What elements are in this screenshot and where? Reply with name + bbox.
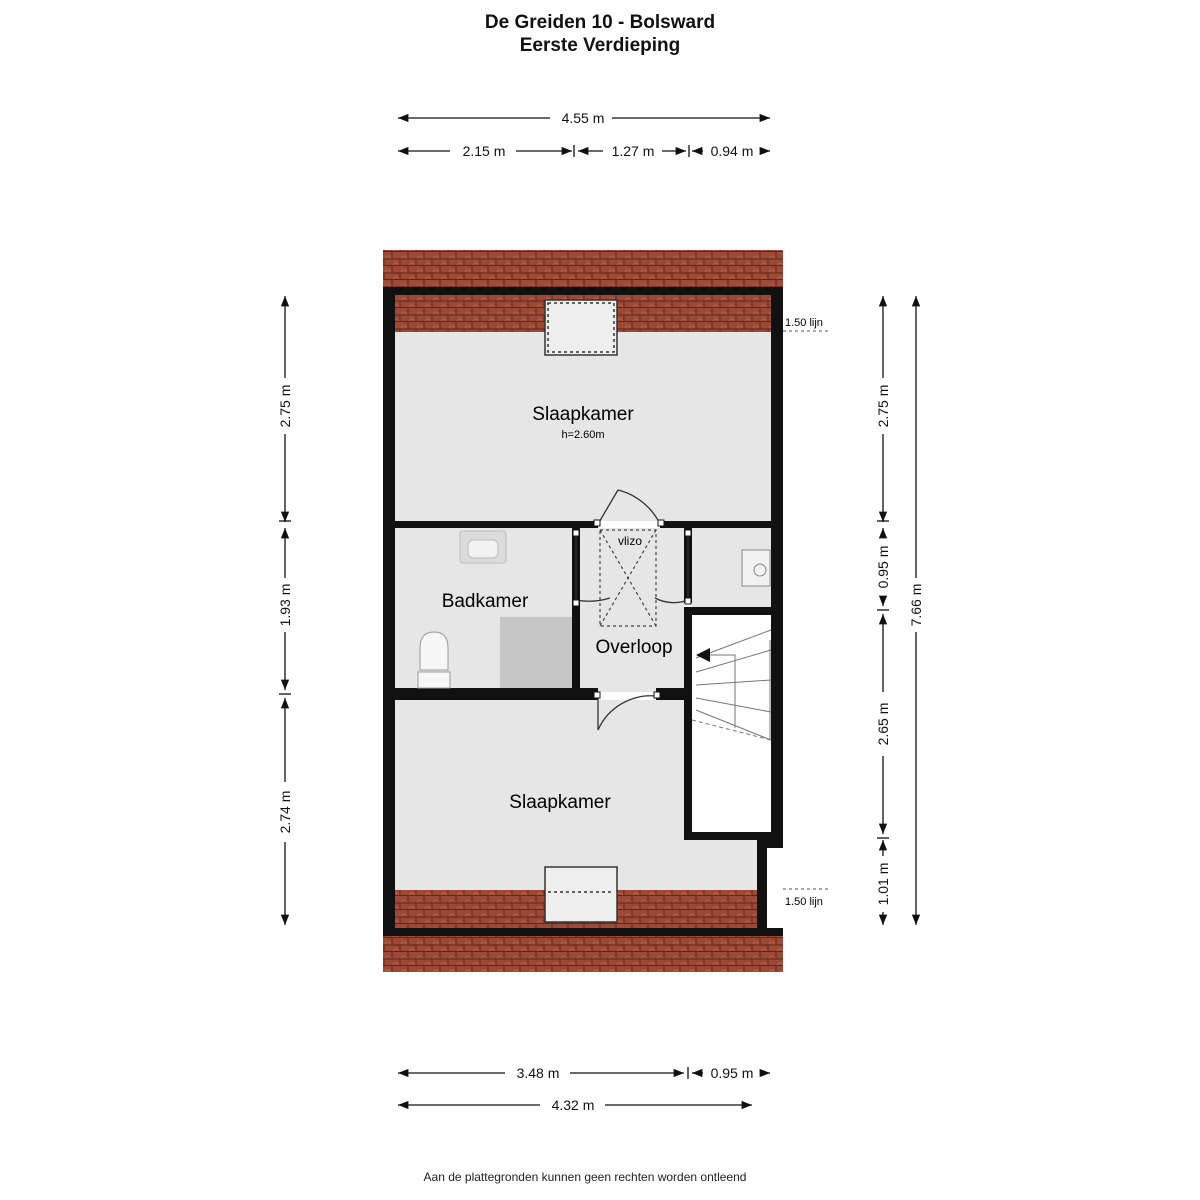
- dim-top-a: 2.15 m: [462, 143, 506, 159]
- skylight-bottom: [545, 867, 617, 922]
- disclaimer-text: Aan de plattegronden kunnen geen rechten worden ontleend: [423, 1170, 747, 1184]
- dim-right-a: 2.75 m: [875, 384, 891, 428]
- dim-left-a: 2.75 m: [277, 384, 293, 428]
- dim-top-b: 1.27 m: [611, 143, 655, 159]
- room-label-bedroom-bottom: Slaapkamer: [509, 792, 611, 813]
- dim-left-b: 1.93 m: [277, 583, 293, 627]
- room-label-bedroom-top: Slaapkamer: [532, 404, 634, 425]
- toilet-separate: [742, 550, 770, 586]
- dim-bottom-a: 3.48 m: [516, 1065, 560, 1081]
- floor-landing: [580, 528, 684, 692]
- room-label-landing: Overloop: [595, 637, 673, 658]
- plan-subtitle: Eerste Verdieping: [519, 35, 681, 56]
- roof-top: [383, 250, 783, 290]
- roof-bottom: [383, 932, 783, 972]
- dim-top-total: 4.55 m: [561, 110, 605, 126]
- line-label-bottom: 1.50 lijn: [785, 896, 823, 908]
- room-label-bathroom: Badkamer: [441, 591, 529, 612]
- stair-area: [692, 615, 771, 840]
- dim-left-c: 2.74 m: [277, 790, 293, 834]
- attic-hatch-label: vlizo: [617, 534, 643, 548]
- dim-bottom-total: 4.32 m: [551, 1097, 595, 1113]
- dim-bottom-b: 0.95 m: [710, 1065, 754, 1081]
- dim-right-total: 7.66 m: [908, 583, 924, 627]
- skylight-top: [545, 300, 617, 355]
- sink: [460, 531, 506, 563]
- floor-bedroom-top: [395, 332, 771, 521]
- line-label-top: 1.50 lijn: [785, 317, 823, 329]
- toilet-bathroom: [418, 632, 450, 688]
- dim-top-c: 0.94 m: [710, 143, 754, 159]
- dim-right-c: 2.65 m: [875, 702, 891, 746]
- shower: [500, 617, 572, 688]
- dim-right-d: 1.01 m: [875, 862, 891, 906]
- plan-title: De Greiden 10 - Bolsward: [484, 12, 716, 33]
- dim-right-b: 0.95 m: [875, 545, 891, 589]
- room-height-label: h=2.60m: [561, 429, 605, 441]
